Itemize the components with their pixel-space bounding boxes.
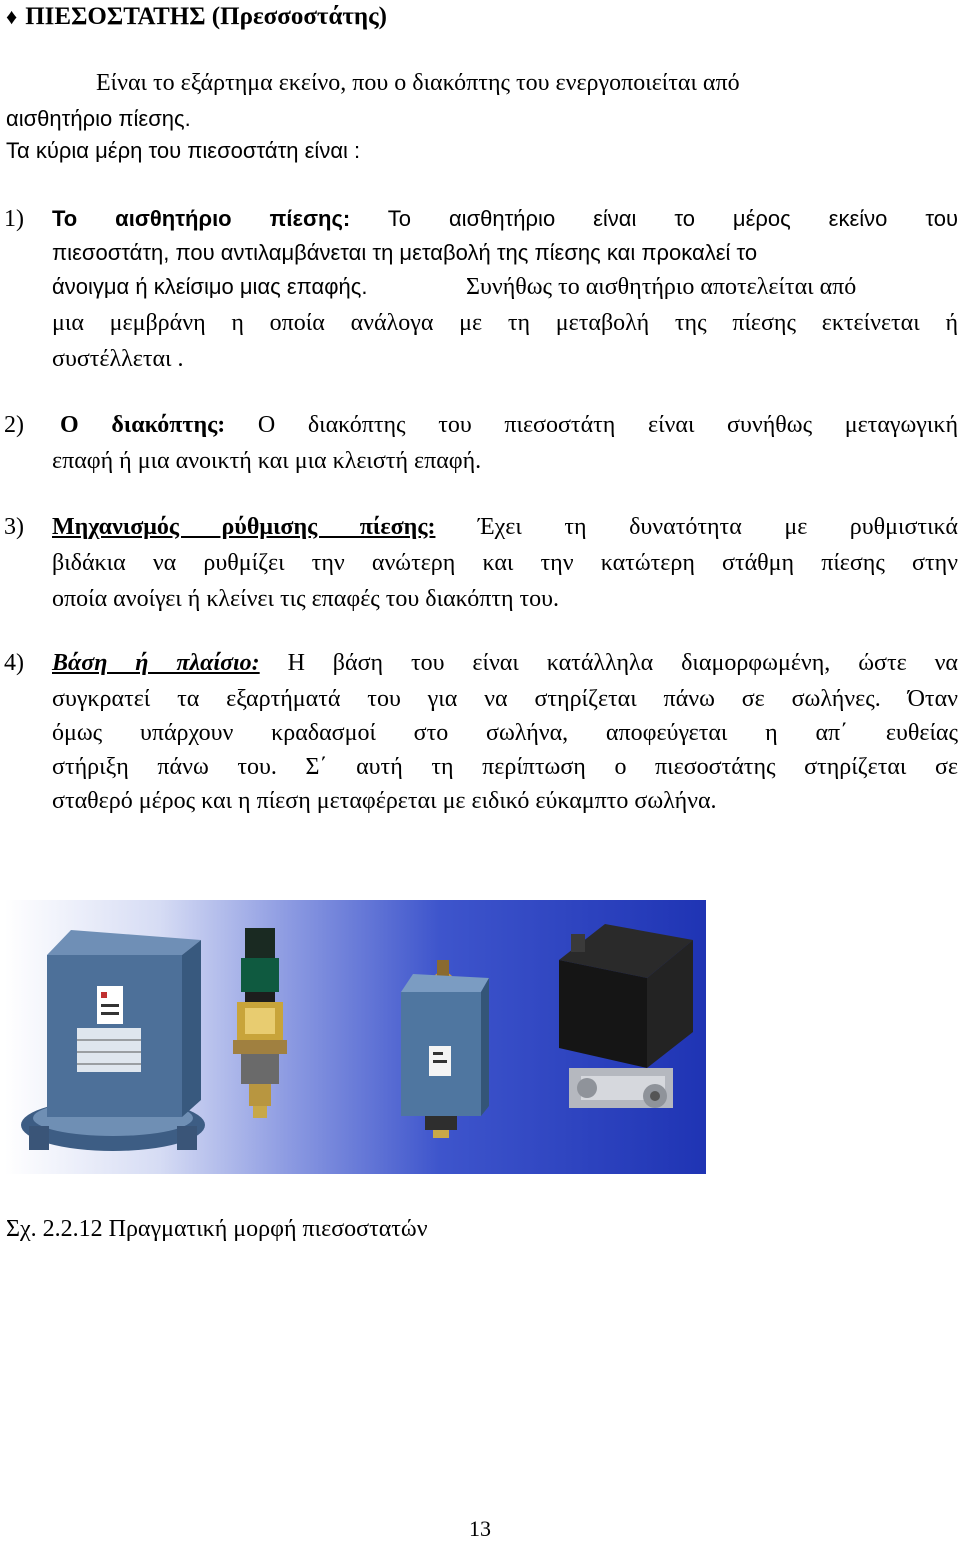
- pressure-switch-4-icon: [559, 924, 693, 1108]
- item-1-line-5: συστέλλεται .: [52, 346, 184, 372]
- item-text: Το αισθητήριο είναι το μέρος εκείνο του: [387, 206, 958, 231]
- item-number: 2): [4, 412, 24, 438]
- item-term: Βάση ή πλαίσιο:: [52, 650, 260, 676]
- intro-line-2: αισθητήριο πίεσης.: [6, 106, 191, 131]
- item-text: Η βάση του είναι κατάλληλα διαμορφωμένη, ώστε να: [287, 650, 958, 676]
- item-4-line-2: συγκρατεί τα εξαρτήματά του για να στηρίζεται πάνω σε σωλήνες. Όταν: [52, 686, 958, 712]
- item-1-line-2: πιεσοστάτη, που αντιλαμβάνεται τη μεταβολή της πίεσης και προκαλεί το: [52, 240, 758, 265]
- item-number: 3): [4, 514, 24, 540]
- item-text: άνοιγμα ή κλείσιμο μιας επαφής.: [52, 274, 368, 299]
- figure-caption: Σχ. 2.2.12 Πραγματική μορφή πιεσοστατών: [6, 1216, 428, 1242]
- item-text: Ο διακόπτης του πιεσοστάτη είναι συνήθως μεταγωγική: [257, 412, 958, 438]
- item-number: 1): [4, 206, 24, 232]
- item-4-line-3: όμως υπάρχουν κραδασμοί στο σωλήνα, αποφεύγεται η απ΄ ευθείας: [52, 720, 958, 746]
- intro-line-3: Τα κύρια μέρη του πιεσοστάτη είναι :: [6, 138, 361, 163]
- item-term: Μηχανισμός ρύθμισης πίεσης:: [52, 514, 436, 540]
- title-text: ΠΙΕΣΟΣΤΑΤΗΣ (Πρεσσοστάτης): [25, 3, 388, 30]
- item-text: Έχει τη δυνατότητα με ρυθμιστικά: [477, 514, 958, 540]
- item-2-line-2: επαφή ή μια ανοικτή και μια κλειστή επαφή.: [52, 448, 482, 474]
- pressure-switches-photo: [5, 900, 706, 1174]
- item-1-line-3: [52, 270, 368, 304]
- item-1-line-1: [52, 202, 958, 236]
- item-4-line-5: σταθερό μέρος και η πίεση μεταφέρεται με ειδικό εύκαμπτο σωλήνα.: [52, 788, 717, 814]
- item-1-line-4: μια μεμβράνη η οποία ανάλογα με τη μεταβολή της πίεσης εκτείνεται ή: [52, 310, 958, 336]
- pressure-switch-2-icon: [233, 928, 287, 1118]
- page-number: 13: [469, 1516, 491, 1541]
- item-number: 4): [4, 650, 24, 676]
- item-1-line-3b: Συνήθως το αισθητήριο αποτελείται από: [466, 274, 857, 300]
- intro-line-1: Είναι το εξάρτημα εκείνο, που ο διακόπτης του ενεργοποιείται από: [96, 70, 740, 96]
- item-2-line-1: [60, 408, 958, 442]
- item-term: Ο διακόπτης:: [60, 412, 226, 438]
- item-term: Το αισθητήριο πίεσης:: [52, 206, 351, 231]
- item-3-line-3: οποία ανοίγει ή κλείνει τις επαφές του διακόπτη του.: [52, 586, 560, 612]
- item-4-line-1: [52, 646, 958, 680]
- pressure-switch-3-icon: [401, 960, 489, 1138]
- diamond-bullet-icon: ♦: [6, 4, 18, 29]
- pressure-switch-1-icon: [21, 930, 205, 1151]
- item-3-line-1: [52, 510, 958, 544]
- item-3-line-2: βιδάκια να ρυθμίζει την ανώτερη και την κατώτερη στάθμη πίεσης στην: [52, 550, 958, 576]
- item-4-line-4: στήριξη πάνω του. Σ΄ αυτή τη περίπτωση ο πιεσοστάτης στηρίζεται σε: [52, 754, 958, 780]
- page-title: [6, 0, 387, 34]
- pressure-switches-illustration: [5, 900, 706, 1174]
